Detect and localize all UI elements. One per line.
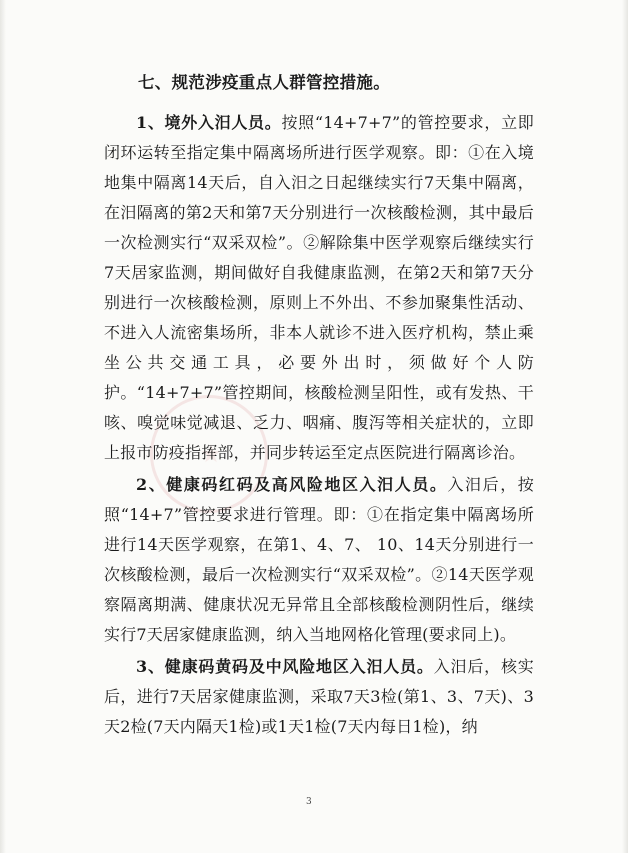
paragraph-overseas-arrivals bbox=[104, 108, 534, 468]
section-title: 七、规范涉疫重点人群管控措施。 bbox=[138, 73, 390, 92]
paragraph-yellow-code-arrivals bbox=[104, 652, 534, 742]
paragraph-lead: 3、健康码黄码及中风险地区入汨人员。 bbox=[136, 657, 434, 676]
document-body bbox=[104, 70, 534, 744]
paragraph-lead: 2、健康码红码及高风险地区入汨人员。 bbox=[136, 475, 448, 494]
page-number: 3 bbox=[306, 797, 312, 807]
page-right-edge bbox=[622, 0, 628, 853]
paragraph-lead: 1、境外入汨人员。 bbox=[136, 113, 282, 132]
paragraph-text: 按照“14+7+7”的管控要求，立即闭环运转至指定集中隔离场所进行医学观察。即：①在入境地集中隔离14天后，自入汨之日起继续实行7天集中隔离，在汨隔离的第2天和第7天分别进行一次核酸检测，其中最后一次检测实行“双采双检”。②解除集中医学观察后继续实行7天居家监测，期间做好自我健康监测，在第2天和第7天分别进行一次核酸检测，原则上不外出、不参加聚集性活动、不进入人流密集场所，非本人就诊不进入医疗机构，禁止乘坐公共交通工具，必要外出时，须做好个人防护。“14+7+7”管控期间，核酸检测呈阳性，或有发热、干咳、嗅觉味觉减退、乏力、咽痛、腹泻等相关症状的，立即上报市防疫指挥部，并同步转运至定点医院进行隔离诊治。 bbox=[104, 113, 534, 462]
paragraph-text: 入汨后，核实后，进行7天居家健康监测，采取7天3检(第1、3、7天)、3天2检(7天内隔天1检)或1天1检(7天内每日1检)，纳 bbox=[104, 657, 535, 736]
paragraph-text: 入汨后，按照“14+7”管控要求进行管理。即：①在指定集中隔离场所进行14天医学观察，在第1、4、7、 10、14天分别进行一次核酸检测，最后一次检测实行“双采双检”。②14天医学观察隔离期满、健康状况无异常且全部核酸检测阴性后，继续实行7天居家健康监测，纳入当地网格化管理(要求同上)。 bbox=[104, 475, 534, 644]
page-left-edge bbox=[0, 0, 6, 853]
paragraph-red-code-arrivals bbox=[104, 470, 534, 650]
